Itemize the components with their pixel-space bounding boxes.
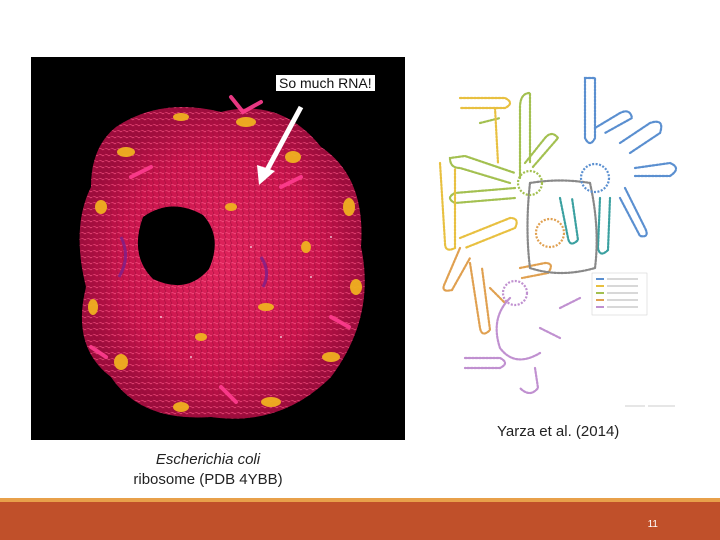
rrna-secondary-structure-diagram [420,68,690,413]
rrna-diagram [420,68,690,413]
left-image-caption [108,450,308,490]
ribosome-illustration [31,57,405,440]
slide-footer [0,498,720,540]
page-number: 11 [647,519,658,530]
right-image-caption: Yarza et al. (2014) [497,423,620,440]
callout-label: So much RNA! [276,75,375,91]
diagram-legend [592,273,647,315]
footer-accent-line [0,498,720,502]
organism-name: Escherichia coli [155,451,261,468]
structure-id: ribosome (PDB 4YBB) [133,471,283,488]
ribosome-structure-image [31,57,405,440]
